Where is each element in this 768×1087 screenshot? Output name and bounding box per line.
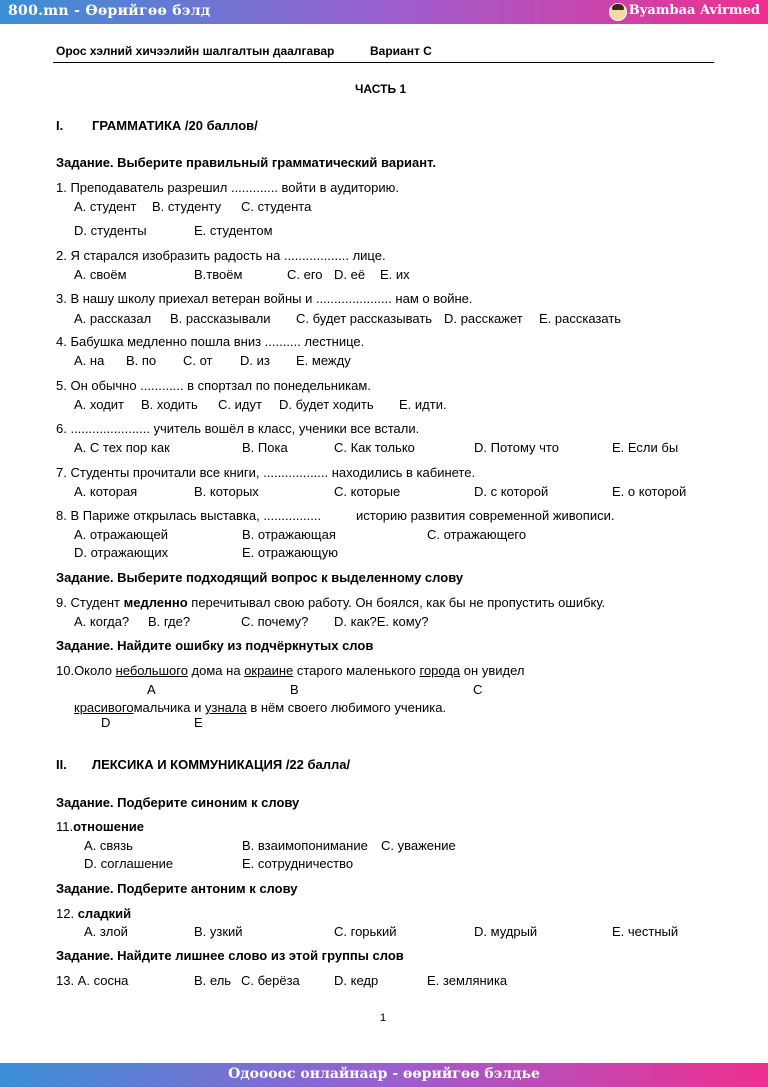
q2-option-a: А. своём [74,267,127,282]
q12-word: сладкий [77,906,132,921]
q4-option-e: Е. между [296,353,351,368]
question-3: 3. В нашу школу приехал ветеран войны и ..................... нам о войне. [56,291,473,306]
q10-text: старого маленького [296,663,416,678]
q12-option-b: В. узкий [194,924,243,939]
q4-option-d: D. из [240,353,270,368]
section2-number: II. [56,757,67,772]
q2-option-e: Е. их [380,267,410,282]
q12-option-a: А. злой [84,924,128,939]
q8-option-a: А. отражающей [74,527,168,542]
question-5: 5. Он обычно ............ в спортзал по понедельникам. [56,378,371,393]
page-number: 1 [380,1012,387,1024]
question-2: 2. Я старался изобразить радость на .................. лице. [56,248,386,263]
q2-option-b: В.твоём [194,267,243,282]
question-9 [56,595,605,611]
bottom-banner [0,1063,768,1087]
q10-label-e: E [194,715,203,730]
q11-option-a: А. связь [84,838,133,853]
question-1: 1. Преподаватель разрешил ............. войти в аудиторию. [56,180,400,195]
q12-option-d: D. мудрый [474,924,538,939]
q3-option-b: В. рассказывали [170,311,271,326]
task-heading: Задание. Найдите лишнее слово из этой группы слов [56,948,404,963]
q10-text: 10.Около [56,663,112,678]
task-heading: Задание. Выберите правильный грамматический вариант. [56,155,436,170]
exam-title: Орос хэлний хичээлийн шалгалтын даалгавар [56,44,335,58]
question-8-continuation: историю развития современной живописи. [356,508,615,523]
q10-underlined-e: узнала [205,700,247,715]
q8-option-b: В. отражающая [242,527,336,542]
section1-title: ГРАММАТИКА /20 баллов/ [92,118,258,133]
q1-option-b: В. студенту [152,199,222,214]
q3-option-a: А. рассказал [74,311,152,326]
q13-option-c: С. берёза [241,973,300,988]
q5-option-d: D. будет ходить [279,397,374,412]
q10-text: он увидел [463,663,525,678]
q3-option-e: Е. рассказать [539,311,622,326]
q1-option-c: С. студента [241,199,312,214]
q3-option-c: С. будет рассказывать [296,311,433,326]
question-4: 4. Бабушка медленно пошла вниз .......... лестнице. [56,334,365,349]
q10-underlined-a: небольшого [115,663,188,678]
top-banner [0,0,768,24]
question-10 [56,663,524,679]
q3-option-d: D. расскажет [444,311,523,326]
q13-option-a: 13. А. сосна [56,973,129,988]
question-7: 7. Студенты прочитали все книги, .................. находились в кабинете. [56,465,476,480]
q12-number: 12. [56,906,75,921]
q10-underlined-b: окраине [244,663,294,678]
q13-option-e: Е. земляника [427,973,508,988]
q9-text-end: перечитывал свою работу. Он боялся, как бы не пропустить ошибку. [191,595,606,610]
q5-option-a: А. ходит [74,397,124,412]
q4-option-b: В. по [126,353,157,368]
part-title: ЧАСТЬ 1 [355,82,407,96]
question-6: 6. ...................... учитель вошёл в класс, ученики все встали. [56,421,420,436]
q1-option-d: D. студенты [74,223,147,238]
section2-title: ЛЕКСИКА И КОММУНИКАЦИЯ /22 балла/ [92,757,351,772]
q7-option-a: А. которая [74,484,138,499]
q5-option-c: С. идут [218,397,262,412]
q11-option-d: D. соглашение [84,856,174,871]
q11-option-e: Е. сотрудничество [242,856,354,871]
q12-option-e: Е. честный [612,924,679,939]
q10-label-b: B [290,682,299,697]
user-avatar-icon[interactable] [609,3,627,21]
q10-label-c: C [473,682,483,697]
q8-option-e: Е. отражающую [242,545,339,560]
q11-option-c: С. уважение [381,838,456,853]
q10-underlined-c: города [419,663,461,678]
q6-option-a: А. С тех пор как [74,440,170,455]
q9-option-a: А. когда? [74,614,130,629]
q7-option-c: С. которые [334,484,401,499]
q11-number: 11. [56,819,74,834]
q9-text-start: 9. Студент [56,595,120,610]
q11-word: отношение [73,819,145,834]
q4-option-a: А. на [74,353,105,368]
q6-option-c: С. Как только [334,440,415,455]
q9-option-d: D. как?Е. кому? [334,614,429,629]
header-rule [53,62,714,63]
q8-option-c: С. отражающего [427,527,527,542]
q4-option-c: С. от [183,353,213,368]
q7-option-e: Е. о которой [612,484,687,499]
exam-variant: Вариант С [370,44,432,58]
q10-text: мальчика и [133,700,202,715]
q10-text: в нём своего любимого ученика. [250,700,447,715]
q7-option-d: D. с которой [474,484,549,499]
q8-option-d: D. отражающих [74,545,169,560]
q9-highlighted-word: медленно [123,595,188,610]
q9-option-b: В. где? [148,614,191,629]
question-11 [56,819,144,835]
q10-underlined-d: красивого [74,700,134,715]
task-heading: Задание. Найдите ошибку из подчёркнутых слов [56,638,374,653]
q12-option-c: С. горький [334,924,397,939]
q11-option-b: В. взаимопонимание [242,838,368,853]
site-name[interactable]: 800.mn - Өөрийгөө бэлд [8,3,211,19]
question-12 [56,906,131,922]
task-heading: Задание. Выберите подходящий вопрос к выделенному слову [56,570,464,585]
q5-option-b: В. ходить [141,397,198,412]
question-10-line-2 [74,700,446,716]
q10-label-d: D [101,715,111,730]
q7-option-b: В. которых [194,484,259,499]
user-name[interactable]: Byambaa Avirmed [628,3,760,18]
q13-option-b: В. ель [194,973,232,988]
q5-option-e: Е. идти. [399,397,447,412]
task-heading: Задание. Подберите антоним к слову [56,881,298,896]
slogan[interactable]: Одоооос онлайнаар - өөрийгөө бэлдье [228,1066,540,1082]
question-8: 8. В Париже открылась выставка, ................ [56,508,322,523]
section1-number: I. [56,118,64,133]
q6-option-e: Е. Если бы [612,440,679,455]
task-heading: Задание. Подберите синоним к слову [56,795,300,810]
q1-option-e: Е. студентом [194,223,273,238]
q13-option-d: D. кедр [334,973,379,988]
q10-label-a: A [147,682,156,697]
q2-option-d: D. её [334,267,366,282]
q1-option-a: А. студент [74,199,137,214]
q2-option-c: С. его [287,267,323,282]
q9-option-c: С. почему? [241,614,309,629]
q6-option-b: В. Пока [242,440,288,455]
q10-text: дома на [191,663,241,678]
q6-option-d: D. Потому что [474,440,559,455]
